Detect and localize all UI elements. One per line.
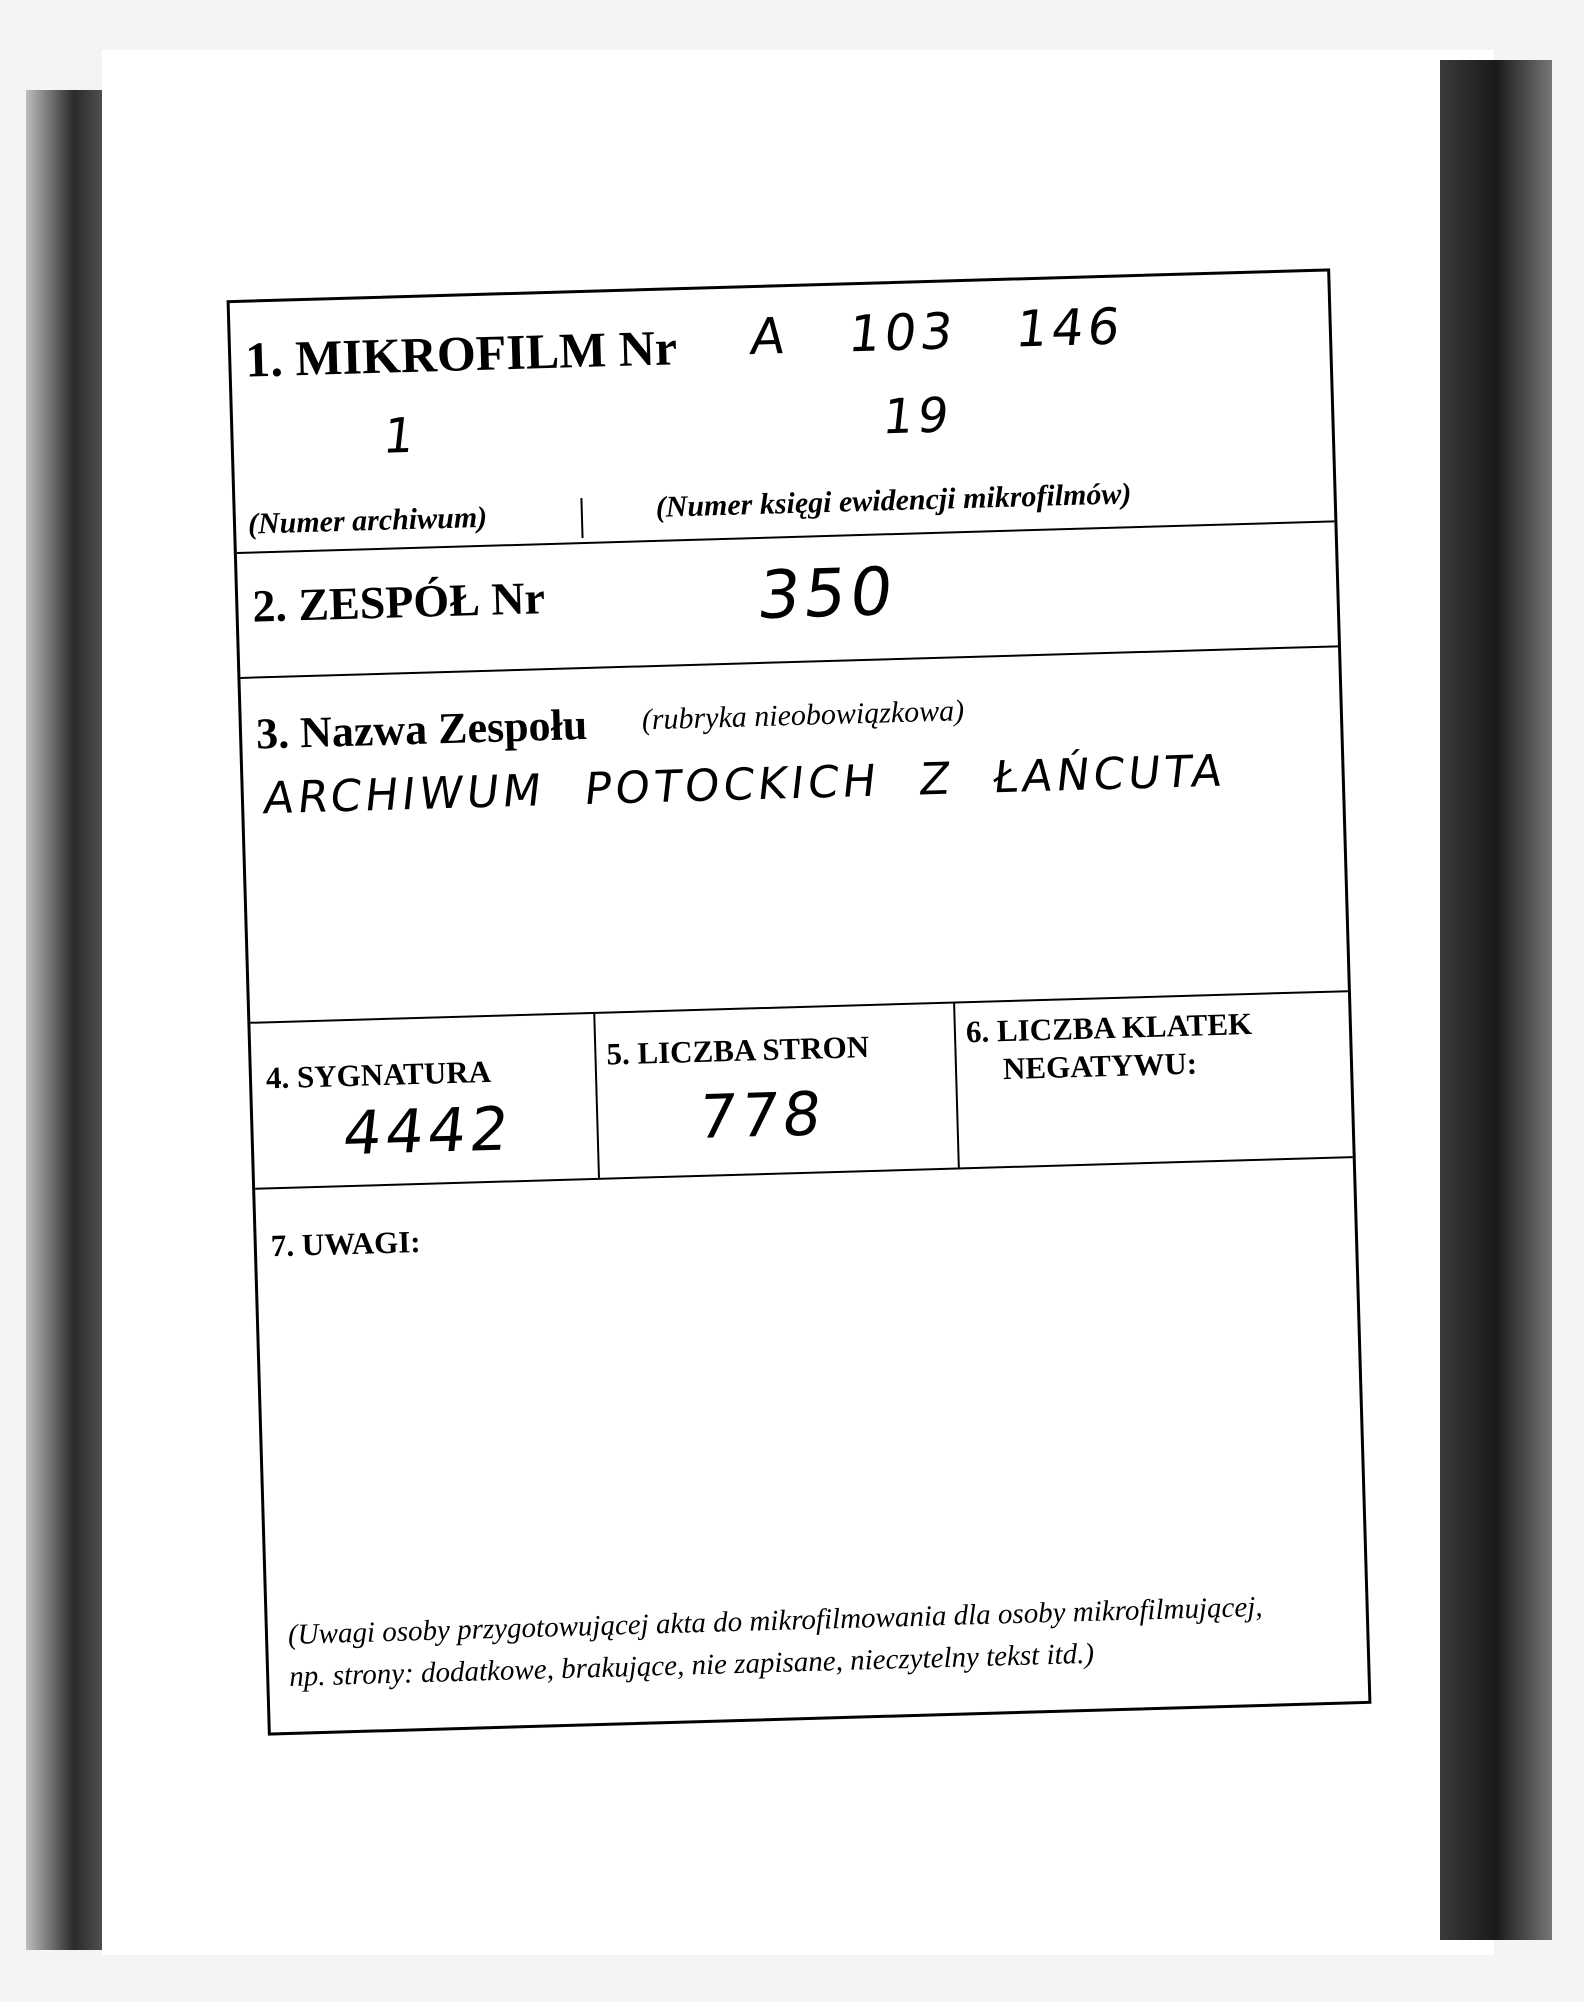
field-remarks [255, 1158, 1368, 1732]
microfilm-form [227, 268, 1372, 1735]
field-microfilm-number [230, 271, 1335, 554]
microfilm-number-value: A 103 146 [747, 297, 1127, 367]
remarks-note-line2: np. strony: dodatkowe, brakujące, nie zapisane, nieczytelny tekst itd.) [288, 1637, 1095, 1693]
film-edge-left [26, 90, 106, 1950]
fonds-name-value: ARCHIWUM POTOCKICH Z ŁAŃCUTA [261, 745, 1229, 825]
register-number-value: 19 [880, 387, 956, 446]
page-count-label: 5. LICZBA STRON [605, 1029, 870, 1072]
fonds-name-note: (rubryka nieobowiązkowa) [641, 694, 965, 737]
field-fonds-name [240, 647, 1347, 1023]
signature-cell [250, 1014, 600, 1188]
archive-number-value: 1 [380, 407, 422, 465]
signature-label: 4. SYGNATURA [265, 1053, 492, 1096]
register-number-caption: (Numer księgi ewidencji mikrofilmów) [655, 477, 1132, 524]
page-count-cell [595, 1004, 960, 1178]
remarks-note-line1: (Uwagi osoby przygotowującej akta do mikrofilmowania dla osoby mikrofilmującej, [287, 1590, 1263, 1651]
fonds-value: 350 [753, 552, 901, 635]
signature-value: 4442 [339, 1094, 517, 1170]
field-row-counts [250, 992, 1352, 1190]
frame-count-label-line1: 6. LICZBA KLATEK [965, 1005, 1253, 1050]
frame-count-cell [955, 992, 1353, 1167]
page-count-value: 778 [694, 1079, 829, 1154]
fonds-name-label: 3. Nazwa Zespołu [255, 699, 588, 759]
remarks-label: 7. UWAGI: [270, 1224, 422, 1264]
fonds-label: 2. ZESPÓŁ Nr [251, 572, 546, 632]
archive-number-caption: (Numer archiwum) [247, 500, 488, 541]
frame-count-label-line2: NEGATYWU: [1002, 1045, 1198, 1087]
microfilm-label: 1. MIKROFILM Nr [244, 319, 678, 388]
film-edge-right [1440, 60, 1552, 1940]
caption-divider [580, 498, 583, 538]
